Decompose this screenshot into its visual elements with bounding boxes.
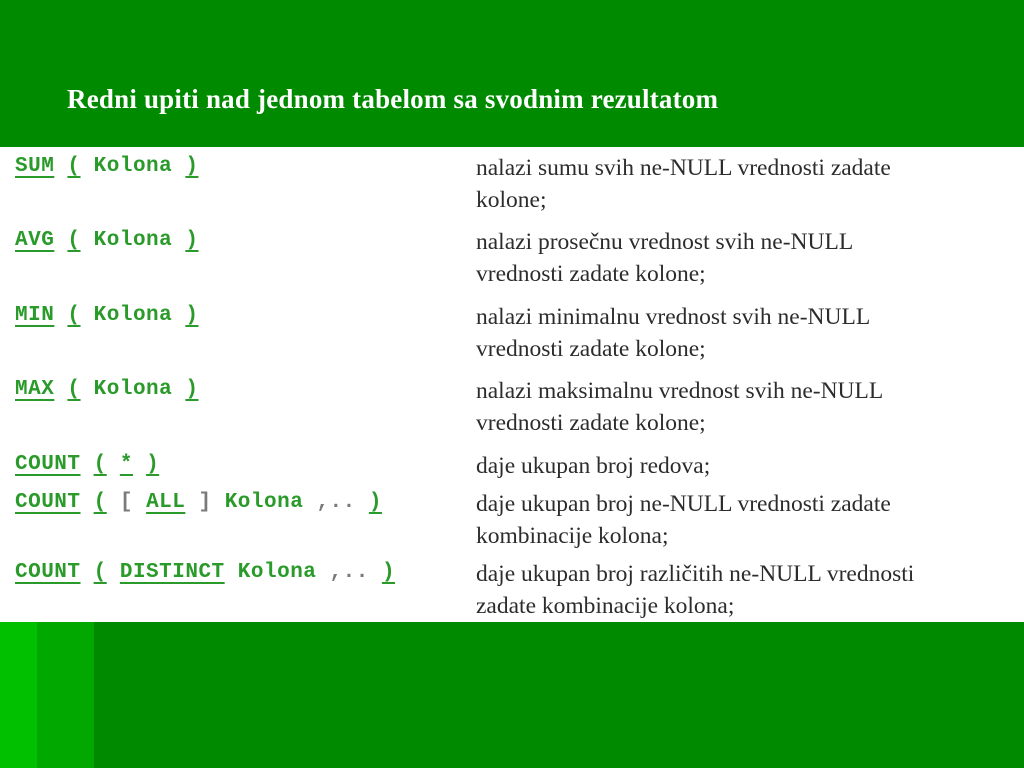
syntax-count-all bbox=[15, 491, 382, 514]
description-line: kombinacije kolona; bbox=[476, 523, 669, 549]
syntax-count-distinct bbox=[15, 561, 395, 584]
open-paren: ( bbox=[93, 453, 107, 476]
description-line: vrednosti zadate kolone; bbox=[476, 410, 706, 436]
description-line: daje ukupan broj redova; bbox=[476, 453, 711, 479]
close-paren: ) bbox=[185, 229, 199, 252]
argument: Kolona bbox=[237, 561, 317, 584]
description-line: nalazi prosečnu vrednost svih ne-NULL bbox=[476, 229, 854, 255]
description-count-distinct bbox=[476, 558, 1016, 622]
syntax-count-star bbox=[15, 453, 159, 476]
syntax-min bbox=[15, 304, 198, 327]
description-max bbox=[476, 375, 1016, 439]
close-paren: ) bbox=[368, 491, 382, 514]
function-name: MIN bbox=[15, 304, 55, 327]
argument: Kolona bbox=[93, 229, 173, 252]
argument: Kolona bbox=[93, 155, 173, 178]
close-paren: ) bbox=[381, 561, 396, 584]
functions-panel bbox=[0, 147, 1024, 622]
ellipsis: ,.. bbox=[316, 491, 356, 514]
description-line: zadate kombinacije kolona; bbox=[476, 593, 735, 619]
function-name: MAX bbox=[15, 378, 55, 401]
description-line: daje ukupan broj različitih ne-NULL vrednosti bbox=[476, 561, 915, 587]
description-line: vrednosti zadate kolone; bbox=[476, 261, 706, 287]
close-paren: ) bbox=[146, 453, 160, 476]
description-avg bbox=[476, 226, 1016, 290]
function-name: COUNT bbox=[15, 491, 81, 514]
close-paren: ) bbox=[185, 378, 199, 401]
open-paren: ( bbox=[67, 378, 81, 401]
function-name: SUM bbox=[15, 155, 55, 178]
syntax-avg bbox=[15, 229, 198, 252]
close-paren: ) bbox=[185, 155, 199, 178]
argument: Kolona bbox=[224, 491, 304, 514]
description-line: daje ukupan broj ne-NULL vrednosti zadate bbox=[476, 491, 891, 517]
argument: Kolona bbox=[93, 304, 173, 327]
ellipsis: ,.. bbox=[329, 561, 369, 584]
description-count-all bbox=[476, 488, 1016, 552]
keyword-all: ALL bbox=[146, 491, 186, 514]
right-bracket: ] bbox=[198, 491, 212, 514]
syntax-max bbox=[15, 378, 198, 401]
open-paren: ( bbox=[93, 561, 107, 584]
function-name: COUNT bbox=[15, 561, 81, 584]
description-line: nalazi maksimalnu vrednost svih ne-NULL bbox=[476, 378, 884, 404]
open-paren: ( bbox=[67, 229, 81, 252]
function-name: AVG bbox=[15, 229, 55, 252]
description-line: vrednosti zadate kolone; bbox=[476, 336, 706, 362]
slide-title: Redni upiti nad jednom tabelom sa svodnim rezultatom bbox=[67, 84, 719, 114]
open-paren: ( bbox=[67, 304, 81, 327]
open-paren: ( bbox=[93, 491, 107, 514]
description-line: kolone; bbox=[476, 187, 547, 213]
description-min bbox=[476, 301, 1016, 365]
left-bracket: [ bbox=[119, 491, 133, 514]
keyword-distinct: DISTINCT bbox=[119, 561, 225, 584]
decorative-stripe bbox=[0, 622, 37, 768]
description-sum bbox=[476, 152, 1016, 216]
argument: Kolona bbox=[93, 378, 173, 401]
close-paren: ) bbox=[185, 304, 199, 327]
function-name: COUNT bbox=[15, 453, 81, 476]
description-line: nalazi sumu svih ne-NULL vrednosti zadate bbox=[476, 155, 891, 181]
decorative-stripe bbox=[37, 622, 94, 768]
syntax-sum bbox=[15, 155, 198, 178]
description-count-star bbox=[476, 450, 1016, 482]
star: * bbox=[119, 453, 133, 476]
open-paren: ( bbox=[67, 155, 81, 178]
description-line: nalazi minimalnu vrednost svih ne-NULL bbox=[476, 304, 871, 330]
